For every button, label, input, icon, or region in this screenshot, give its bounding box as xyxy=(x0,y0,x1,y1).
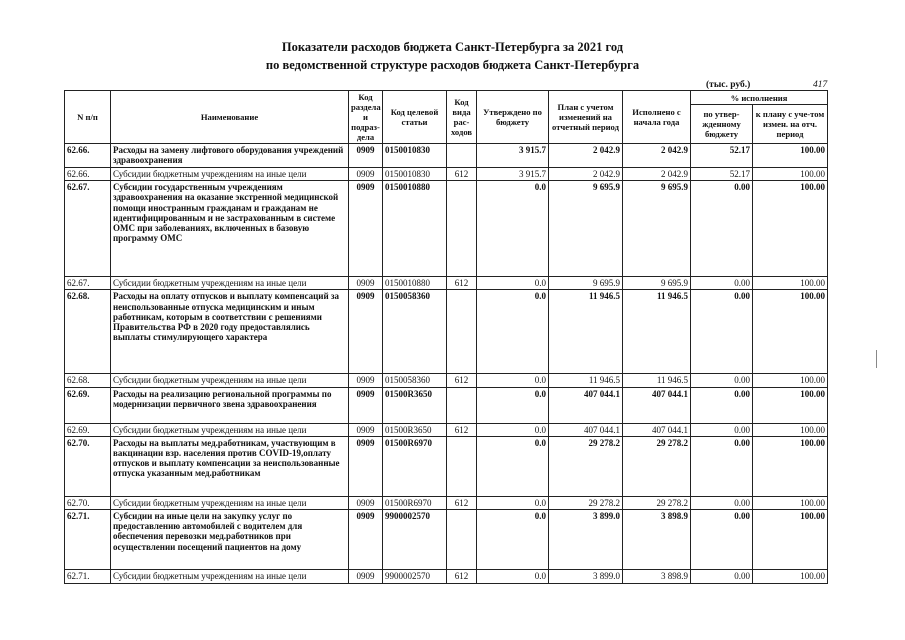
row-pct-plan: 100.00 xyxy=(753,277,828,290)
row-name: Субсидии бюджетным учреждениям на иные цели xyxy=(111,423,349,436)
row-pct-approved: 0.00 xyxy=(691,181,753,277)
row-plan: 2 042.9 xyxy=(549,144,623,168)
row-executed: 29 278.2 xyxy=(623,436,691,496)
row-section-code: 0909 xyxy=(349,496,383,509)
header-plan: План с учетом изменений на отчетный период xyxy=(549,91,623,144)
row-target-code: 0150010880 xyxy=(383,277,447,290)
row-name: Субсидии бюджетным учреждениям на иные цели xyxy=(111,277,349,290)
header-pct-approved: по утвер-жденному бюджету xyxy=(691,105,753,144)
row-number: 62.71. xyxy=(65,510,111,570)
row-type-code: 612 xyxy=(447,168,477,181)
page-number: 417 xyxy=(813,80,828,90)
table-row xyxy=(65,423,828,436)
expenditure-table xyxy=(64,90,828,584)
row-name: Расходы на оплату отпусков и выплату компенсаций за неиспользованные отпуска медицинским и иным работникам, которым в соответствии с решениями Правительства РФ в 2020 году предоставлялись выплаты стимулирующего характера xyxy=(111,290,349,374)
row-pct-approved: 0.00 xyxy=(691,387,753,423)
row-number: 62.68. xyxy=(65,374,111,387)
row-executed: 29 278.2 xyxy=(623,496,691,509)
row-pct-approved: 0.00 xyxy=(691,290,753,374)
row-approved: 0.0 xyxy=(477,496,549,509)
row-name: Субсидии бюджетным учреждениям на иные цели xyxy=(111,168,349,181)
row-executed: 2 042.9 xyxy=(623,168,691,181)
row-pct-approved: 0.00 xyxy=(691,277,753,290)
row-pct-plan: 100.00 xyxy=(753,168,828,181)
row-section-code: 0909 xyxy=(349,423,383,436)
row-pct-approved: 0.00 xyxy=(691,423,753,436)
row-number: 62.70. xyxy=(65,496,111,509)
row-target-code: 0150010830 xyxy=(383,168,447,181)
row-name: Расходы на реализацию региональной программы по модернизации первичного звена здравоохранения xyxy=(111,387,349,423)
row-pct-plan: 100.00 xyxy=(753,436,828,496)
row-plan: 3 899.0 xyxy=(549,570,623,584)
row-pct-plan: 100.00 xyxy=(753,374,828,387)
row-target-code: 0150058360 xyxy=(383,374,447,387)
row-pct-approved: 52.17 xyxy=(691,168,753,181)
row-type-code: 612 xyxy=(447,374,477,387)
header-section-code: Код раздела и подраз-дела xyxy=(349,91,383,144)
report-title: Показатели расходов бюджета Санкт-Петербурга за 2021 год xyxy=(281,40,624,54)
row-plan: 9 695.9 xyxy=(549,277,623,290)
row-target-code: 9900002570 xyxy=(383,570,447,584)
table-row xyxy=(65,277,828,290)
header-approved: Утверждено по бюджету xyxy=(477,91,549,144)
row-target-code: 01500R6970 xyxy=(383,436,447,496)
row-pct-plan: 100.00 xyxy=(753,144,828,168)
row-executed: 9 695.9 xyxy=(623,277,691,290)
table-row xyxy=(65,144,828,168)
row-name: Субсидии бюджетным учреждениям на иные цели xyxy=(111,496,349,509)
row-type-code: 612 xyxy=(447,277,477,290)
row-plan: 11 946.5 xyxy=(549,290,623,374)
row-pct-plan: 100.00 xyxy=(753,510,828,570)
row-approved: 0.0 xyxy=(477,436,549,496)
row-executed: 2 042.9 xyxy=(623,144,691,168)
row-section-code: 0909 xyxy=(349,168,383,181)
table-row xyxy=(65,374,828,387)
row-name: Расходы на замену лифтового оборудования учреждений здравоохранения xyxy=(111,144,349,168)
row-pct-plan: 100.00 xyxy=(753,570,828,584)
row-type-code xyxy=(447,144,477,168)
row-type-code xyxy=(447,436,477,496)
row-plan: 11 946.5 xyxy=(549,374,623,387)
row-approved: 0.0 xyxy=(477,181,549,277)
row-number: 62.69. xyxy=(65,387,111,423)
row-number: 62.67. xyxy=(65,181,111,277)
row-number: 62.71. xyxy=(65,570,111,584)
row-plan: 29 278.2 xyxy=(549,496,623,509)
row-approved: 0.0 xyxy=(477,510,549,570)
row-executed: 3 898.9 xyxy=(623,510,691,570)
row-approved: 3 915.7 xyxy=(477,168,549,181)
row-pct-approved: 0.00 xyxy=(691,510,753,570)
header-pct-group: % исполнения xyxy=(691,91,828,105)
row-executed: 407 044.1 xyxy=(623,423,691,436)
row-plan: 29 278.2 xyxy=(549,436,623,496)
table-row xyxy=(65,290,828,374)
row-pct-plan: 100.00 xyxy=(753,387,828,423)
row-number: 62.67. xyxy=(65,277,111,290)
row-pct-plan: 100.00 xyxy=(753,290,828,374)
row-pct-approved: 0.00 xyxy=(691,436,753,496)
row-plan: 407 044.1 xyxy=(549,387,623,423)
row-section-code: 0909 xyxy=(349,387,383,423)
row-target-code: 0150058360 xyxy=(383,290,447,374)
row-name: Расходы на выплаты мед.работникам, участвующим в вакцинации взр. населения против COVID-19,оплату отпусков и выплату компенсации за неиспользованные отпуска указанным мед.работникам xyxy=(111,436,349,496)
row-executed: 9 695.9 xyxy=(623,181,691,277)
table-row xyxy=(65,168,828,181)
row-approved: 0.0 xyxy=(477,570,549,584)
row-number: 62.70. xyxy=(65,436,111,496)
row-target-code: 01500R3650 xyxy=(383,387,447,423)
row-type-code xyxy=(447,290,477,374)
row-executed: 11 946.5 xyxy=(623,290,691,374)
row-pct-plan: 100.00 xyxy=(753,496,828,509)
row-target-code: 0150010880 xyxy=(383,181,447,277)
table-body xyxy=(65,144,828,584)
table-row xyxy=(65,387,828,423)
row-number: 62.68. xyxy=(65,290,111,374)
row-name: Субсидии на иные цели на закупку услуг по предоставлению автомобилей с водителем для обеспечения перевозки мед.работников при осуществлении посещений пациентов на дому xyxy=(111,510,349,570)
row-number: 62.66. xyxy=(65,168,111,181)
row-approved: 0.0 xyxy=(477,423,549,436)
row-target-code: 01500R3650 xyxy=(383,423,447,436)
row-number: 62.69. xyxy=(65,423,111,436)
table-row xyxy=(65,510,828,570)
row-type-code xyxy=(447,181,477,277)
row-executed: 3 898.9 xyxy=(623,570,691,584)
row-section-code: 0909 xyxy=(349,277,383,290)
row-section-code: 0909 xyxy=(349,436,383,496)
row-approved: 0.0 xyxy=(477,387,549,423)
header-type-code: Код вида рас-ходов xyxy=(447,91,477,144)
row-name: Субсидии государственным учреждениям здравоохранения на оказание экстренной медицинской помощи иностранным гражданам и гражданам не идентифицированным и не застрахованным в системе ОМС при заболеваниях, включенных в базовую программу ОМС xyxy=(111,181,349,277)
row-plan: 3 899.0 xyxy=(549,510,623,570)
row-approved: 0.0 xyxy=(477,290,549,374)
row-section-code: 0909 xyxy=(349,570,383,584)
row-executed: 407 044.1 xyxy=(623,387,691,423)
row-plan: 407 044.1 xyxy=(549,423,623,436)
row-pct-approved: 0.00 xyxy=(691,374,753,387)
row-type-code xyxy=(447,387,477,423)
table-row xyxy=(65,496,828,509)
row-type-code: 612 xyxy=(447,423,477,436)
row-type-code xyxy=(447,510,477,570)
row-target-code: 01500R6970 xyxy=(383,496,447,509)
table-row xyxy=(65,181,828,277)
row-name: Субсидии бюджетным учреждениям на иные цели xyxy=(111,374,349,387)
row-pct-approved: 0.00 xyxy=(691,496,753,509)
row-name: Субсидии бюджетным учреждениям на иные цели xyxy=(111,570,349,584)
row-section-code: 0909 xyxy=(349,290,383,374)
row-section-code: 0909 xyxy=(349,181,383,277)
row-pct-plan: 100.00 xyxy=(753,181,828,277)
row-target-code: 9900002570 xyxy=(383,510,447,570)
row-type-code: 612 xyxy=(447,496,477,509)
table-row xyxy=(65,570,828,584)
row-pct-approved: 52.17 xyxy=(691,144,753,168)
row-pct-plan: 100.00 xyxy=(753,423,828,436)
row-executed: 11 946.5 xyxy=(623,374,691,387)
row-approved: 0.0 xyxy=(477,277,549,290)
row-approved: 3 915.7 xyxy=(477,144,549,168)
row-section-code: 0909 xyxy=(349,374,383,387)
table-row xyxy=(65,436,828,496)
header-name: Наименование xyxy=(111,91,349,144)
header-executed: Исполнено с начала года xyxy=(623,91,691,144)
row-number: 62.66. xyxy=(65,144,111,168)
row-plan: 2 042.9 xyxy=(549,168,623,181)
units-label: (тыс. руб.) xyxy=(706,80,751,90)
header-pct-plan: к плану с уче-том измен. на отч. период xyxy=(753,105,828,144)
header-target-code: Код целевой статьи xyxy=(383,91,447,144)
row-approved: 0.0 xyxy=(477,374,549,387)
row-pct-approved: 0.00 xyxy=(691,570,753,584)
row-target-code: 0150010830 xyxy=(383,144,447,168)
row-plan: 9 695.9 xyxy=(549,181,623,277)
row-section-code: 0909 xyxy=(349,510,383,570)
row-section-code: 0909 xyxy=(349,144,383,168)
scan-artifact xyxy=(876,350,877,368)
header-num: N п/п xyxy=(65,91,111,144)
report-subtitle: по ведомственной структуре расходов бюджета Санкт-Петербурга xyxy=(265,58,640,72)
row-type-code: 612 xyxy=(447,570,477,584)
